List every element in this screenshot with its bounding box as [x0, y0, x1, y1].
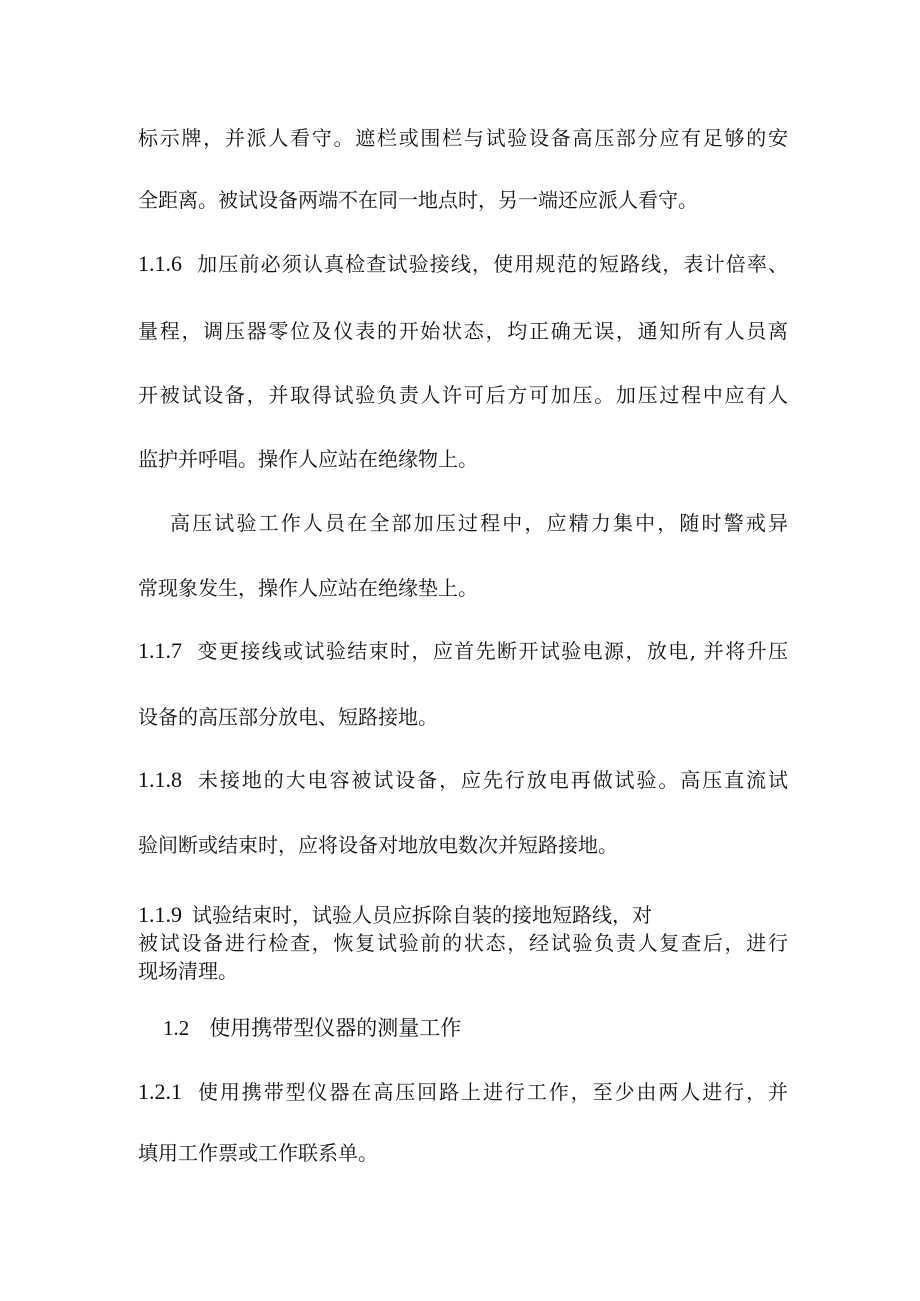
p2-line-1: [138, 251, 788, 277]
p4-line-2: 设备的高压部分放电、短路接地。: [138, 705, 438, 729]
p2-line-4: 监护并呼唱。操作人应站在绝缘物上。: [138, 447, 478, 471]
p7-line-2: 填用工作票或工作联系单。: [138, 1141, 378, 1165]
section-number-1-1-8: 1.1.8: [138, 767, 182, 792]
p3-line-2: 常现象发生，操作人应站在绝缘垫上。: [138, 576, 478, 600]
p5-line-1-text: 未接地的大电容被试设备，应先行放电再做试验。高压直流试: [196, 768, 788, 792]
heading-number: 1.2: [163, 1016, 190, 1040]
p4-line-1: [138, 638, 788, 664]
section-number-1-1-9: 1.1.9: [138, 902, 182, 927]
p6-line-3: 现场清理。: [138, 959, 238, 983]
p6-line-1-text: 试验结束时，试验人员应拆除自装的接地短路线，对: [192, 903, 652, 927]
p6-line-2: 被试设备进行检查，恢复试验前的状态，经试验负责人复查后，进行: [138, 931, 788, 955]
p5-line-2: 验间断或结束时，应将设备对地放电数次并短路接地。: [138, 833, 618, 857]
p2-line-2: 量程，调压器零位及仪表的开始状态，均正确无误，通知所有人员离: [138, 319, 788, 343]
section-number-1-2-1: 1.2.1: [138, 1079, 182, 1104]
p1-line-1: 标示牌，并派人看守。遮栏或围栏与试验设备高压部分应有足够的安: [138, 126, 788, 150]
p7-line-1: [138, 1079, 788, 1105]
p6-line-1: [138, 902, 788, 928]
heading-title: 使用携带型仪器的测量工作: [209, 1016, 462, 1040]
p4-line-1-text: 变更接线或试验结束时，应首先断开试验电源，放电, 并将升压: [196, 639, 788, 663]
p3-line-1: 高压试验工作人员在全部加压过程中，应精力集中，随时警戒异: [170, 511, 788, 535]
p7-line-1-text: 使用携带型仪器在高压回路上进行工作，至少由两人进行，并: [196, 1080, 788, 1104]
p2-line-1-text: 加压前必须认真检查试验接线，使用规范的短路线，表计倍率、: [196, 252, 788, 276]
section-number-1-1-6: 1.1.6: [138, 251, 182, 276]
p1-line-2: 全距离。被试设备两端不在同一地点时，另一端还应派人看守。: [138, 188, 698, 212]
section-number-1-1-7: 1.1.7: [138, 638, 182, 663]
p5-line-1: [138, 767, 788, 793]
section-heading-1-2: [163, 1014, 461, 1042]
p2-line-3: 开被试设备，并取得试验负责人许可后方可加压。加压过程中应有人: [138, 383, 788, 407]
